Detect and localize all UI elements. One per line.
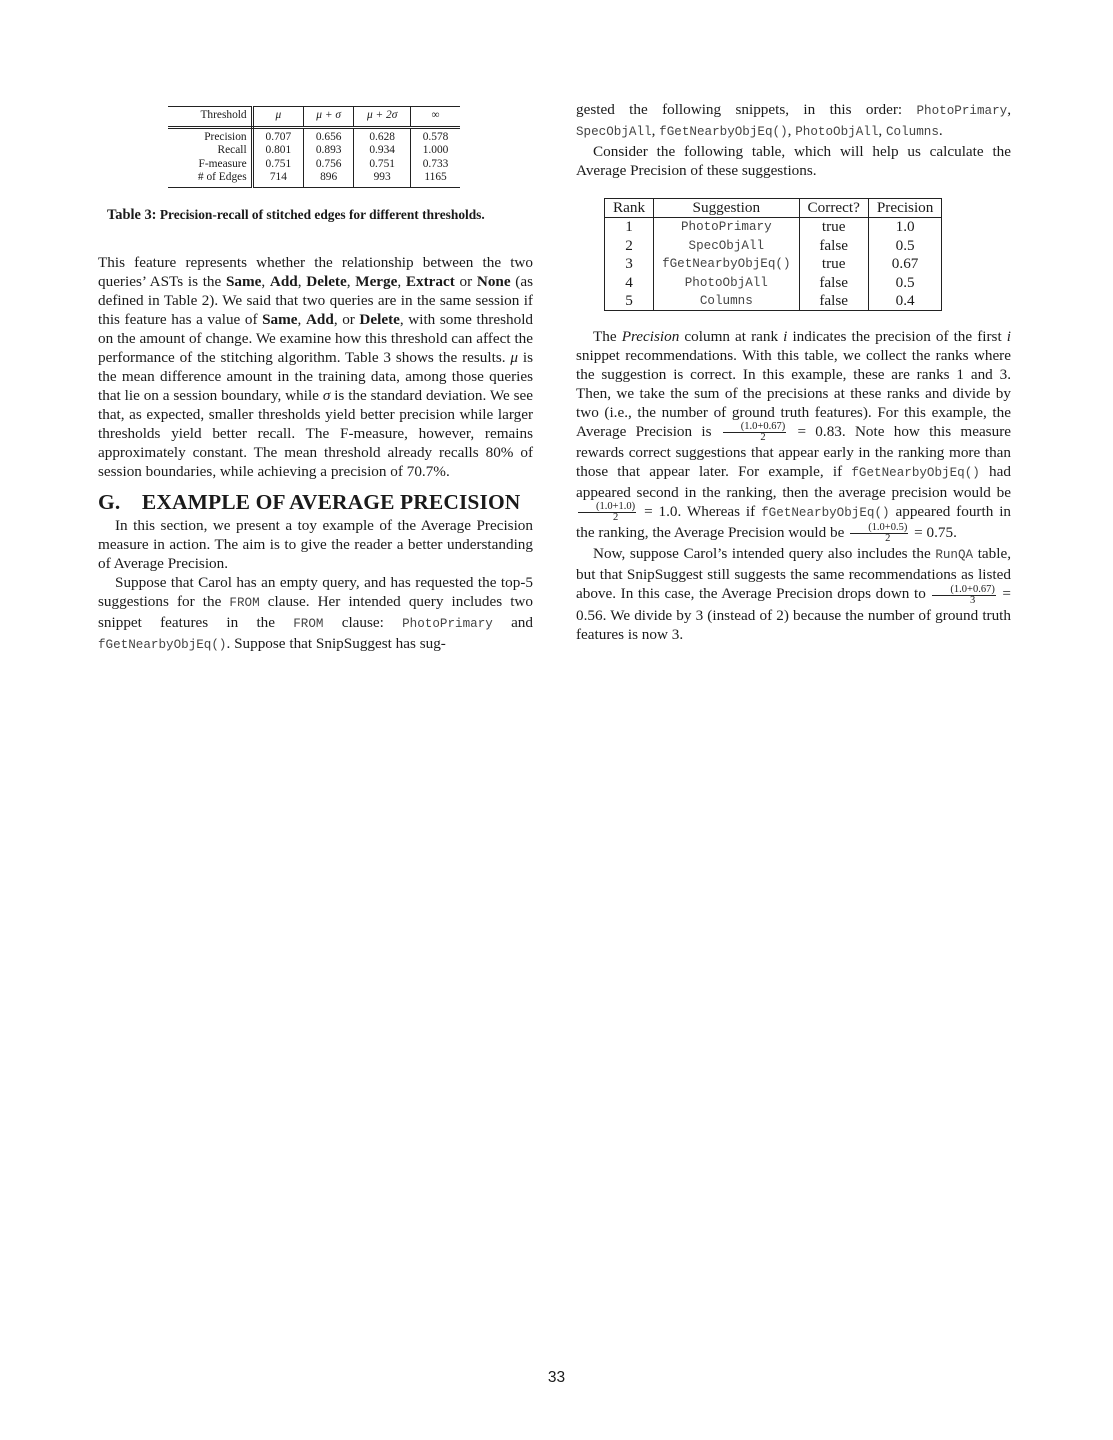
table-header: Correct? (799, 199, 868, 218)
table-cell: 0.934 (354, 144, 411, 158)
table-header: Rank (605, 199, 654, 218)
precision-cell: 0.5 (868, 237, 942, 255)
page-number: 33 (547, 1369, 566, 1386)
table-cell: 0.628 (354, 127, 411, 144)
precision-cell: 0.4 (868, 292, 942, 311)
table-cell: 0.893 (304, 144, 354, 158)
table-header: μ + 2σ (354, 107, 411, 128)
threshold-table (168, 106, 460, 188)
fraction: $\frac{(1.0+0.67)}{2}$ (723, 422, 786, 443)
table-3 (168, 106, 460, 188)
row-label: Precision (168, 127, 252, 144)
caption-text: Precision-recall of stitched edges for different thresholds. (159, 206, 485, 222)
table-cell: 0.756 (304, 158, 354, 172)
fraction: $\frac{(1.0+1.0)}{2}$ (578, 502, 636, 523)
rank-cell: 3 (605, 255, 654, 273)
suggestion-cell: SpecObjAll (654, 237, 799, 255)
table-cell: 0.751 (354, 158, 411, 172)
table-row (605, 255, 942, 273)
table-row (605, 237, 942, 255)
table-cell: 1.000 (422, 144, 449, 157)
table-row (168, 158, 460, 172)
table-cell: 1165 (411, 171, 460, 187)
correct-cell: false (799, 237, 868, 255)
caption-label: Table 3: (107, 206, 157, 223)
table-cell: 0.733 (422, 157, 449, 170)
row-label: # of Edges (168, 171, 252, 187)
rank-table (604, 198, 942, 311)
right-column (576, 100, 1011, 644)
paragraph-snippets: gested the following snippets, in this order: PhotoPrimary, SpecObjAll, fGetNearbyObjEq(), PhotoObjAll, Columns. (576, 101, 1011, 139)
paragraph-carol: Suppose that Carol has an empty query, and has requested the top-5 suggestions for the FROM clause. Her intended query includes two snippet features in the FROM clause: PhotoPrimary and fGetNearbyObjEq(). Suppose that SnipSuggest has sug- (98, 573, 533, 652)
fraction: $\frac{(1.0+0.67)}{3}$ (932, 585, 995, 606)
suggestion-cell: fGetNearbyObjEq() (654, 255, 799, 273)
table-header: Suggestion (654, 199, 799, 218)
precision-cell: 0.67 (868, 255, 942, 273)
correct-cell: true (799, 255, 868, 273)
table-header: ∞ (411, 107, 460, 128)
suggestion-cell: Columns (654, 292, 799, 311)
suggestion-cell: PhotoObjAll (654, 274, 799, 292)
table-row (168, 127, 460, 144)
rank-cell: 4 (605, 274, 654, 292)
table-row (168, 171, 460, 187)
table-cell: 0.751 (252, 158, 304, 172)
table-cell: 714 (252, 171, 304, 187)
table-header: μ + σ (304, 107, 354, 128)
table-row (605, 218, 942, 237)
row-label: Recall (168, 144, 252, 158)
precision-cell: 1.0 (868, 218, 942, 237)
table-header: Precision (868, 199, 942, 218)
section-heading: G. EXAMPLE OF AVERAGE PRECISION (98, 489, 521, 514)
paragraph-feature: This feature represents whether the relationship between the two queries’ ASTs is the Same, Add, Delete, Merge, Extract or None (as defined in Table 2). We said that two queries are in the same session if this feature has a value of Same, Add, or Delete, with some threshold on the amount of change. We examine how this threshold can affect the performance of the stitching algorithm. Table 3 shows the results. μ is the mean difference amount in the training data, among those queries that lie on a session boundary, while σ is the standard deviation. We see that, as expected, smaller thresholds yield better precision while larger thresholds yield better recall. The F-measure, however, remains approximately constant. The mean threshold already recalls 80% of session boundaries, while achieving a precision of 70.7%. (98, 253, 534, 480)
precision-cell: 0.5 (868, 274, 942, 292)
table-cell: 0.801 (252, 144, 304, 158)
row-label: F-measure (168, 158, 252, 172)
table-cell: 0.707 (252, 127, 304, 144)
rank-cell: 5 (605, 292, 654, 311)
table-row (605, 274, 942, 292)
correct-cell: false (799, 292, 868, 311)
fraction: $\frac{(1.0+0.5)}{2}$ (850, 523, 908, 544)
rank-cell: 1 (605, 218, 654, 237)
table-cell: 993 (354, 171, 411, 187)
left-column (98, 100, 533, 655)
paragraph-runqa: Now, suppose Carol’s intended query also includes the RunQA table, but that SnipSuggest still suggests the same recommendations as listed above. In this case, the Average Precision drops down to $\frac{(1.0+0.67)}{3}$ = 0.56. We divide by 3 (instead of 2) because the number of ground truth features is now 3. (576, 545, 1012, 643)
suggestion-cell: PhotoPrimary (654, 218, 799, 237)
paragraph-precision: The Precision column at rank i indicates the precision of the first i snippet recommendations. With this table, we collect the ranks where the suggestion is correct. In this example, these are ranks 1 and 3. Then, we take the sum of the precisions at these ranks and divide by two (i.e., the number of ground truth features). For this example, the Average Precision is $\frac{(1.0+0.67)}{2}$ = 0.83. Note how this measure rewards correct suggestions that appear early in the ranking more than those that appear later. For example, if fGetNearbyObjEq() had appeared second in the ranking, then the average precision would be $\frac{(1.0+1.0)}{2}$ = 1.0. Whereas if fGetNearbyObjEq() appeared fourth in the ranking, the Average Precision would be $\frac{(1.0+0.5)}{2}$ = 0.75. (576, 328, 1012, 545)
table-header: Threshold (168, 107, 252, 128)
paragraph-intro: In this section, we present a toy example of the Average Precision measure in action. The aim is to give the reader a better understanding of Average Precision. (98, 516, 533, 572)
paragraph-consider: Consider the following table, which will help us calculate the Average Precision of these suggestions. (576, 143, 1011, 179)
correct-cell: true (799, 218, 868, 237)
table-caption (107, 205, 533, 225)
table-row (605, 292, 942, 311)
rank-cell: 2 (605, 237, 654, 255)
correct-cell: false (799, 274, 868, 292)
table-cell: 896 (304, 171, 354, 187)
table-cell: 0.578 (422, 130, 449, 143)
table-header: μ (252, 107, 304, 128)
table-row (168, 144, 460, 158)
table-cell: 0.656 (304, 127, 354, 144)
